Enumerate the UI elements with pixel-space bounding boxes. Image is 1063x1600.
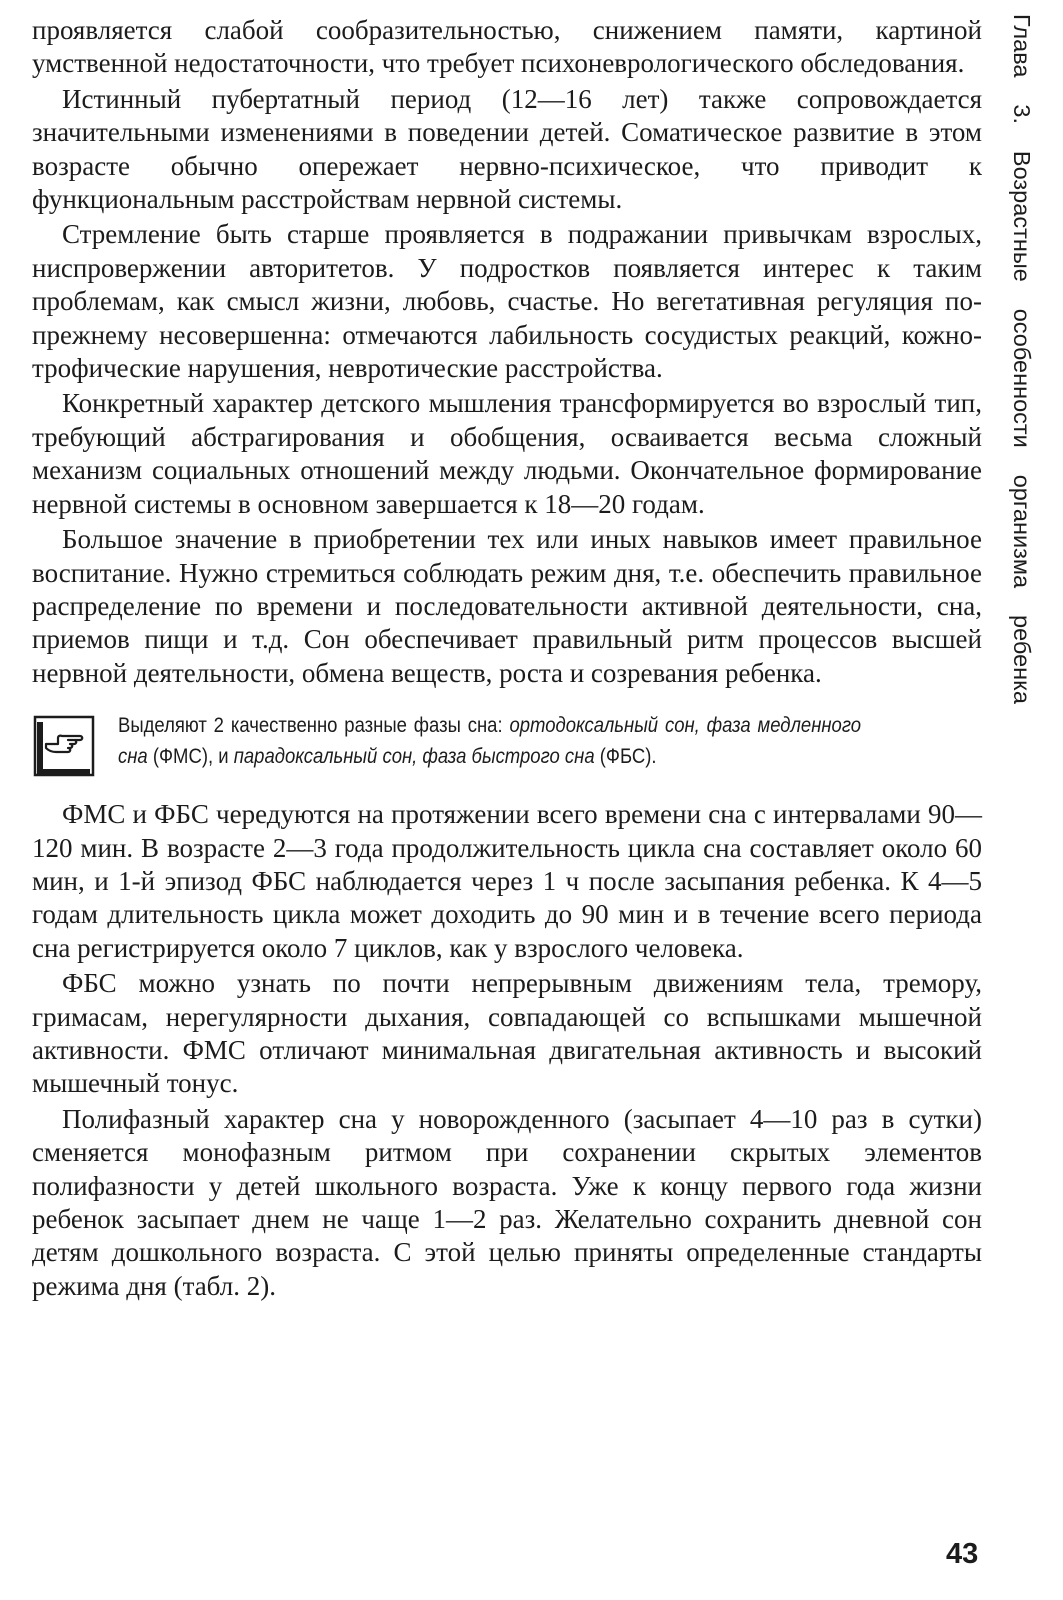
paragraph-cycles: ФМС и ФБС чередуются на протяжении всего времени сна с интервалами 90—120 мин. В возрасте 2—3 года продолжительность цикла сна составляет около 60 мин, и 1-й эпизод ФБС наблюдается через 1 ч после засыпания ребенка. К 4—5 годам длительность цикла может доходить до 90 мин и в течение всего периода сна регистрируется около 7 циклов, как у взрослого человека. (32, 799, 982, 963)
paragraph-polyphasic: Полифазный характер сна у новорожденного (засыпает 4—10 раз в сутки) сменяется монофазным ритмом при сохранении скрытых элементов полифазности у детей школьного возраста. Уже к концу первого года жизни ребенок засыпает днем не чаще 1—2 раз. Желательно сохранить дневной сон детям дошкольного возраста. С этой целью приняты определенные стандарты режима дня (табл. 2). (32, 1103, 982, 1301)
note-box (32, 710, 982, 778)
paragraph-upbringing: Большое значение в приобретении тех или иных навыков имеет правильное воспитание. Нужно стремиться соблюдать режим дня, т.е. обеспечить правильное распределение по времени и последовательности активной деятельности, сна, приемов пищи и т.д. Сон обеспечивает правильный ритм процессов высшей нервной деятельности, обмена веществ, роста и созревания ребенка. (32, 524, 982, 688)
note-text-orthodox: ортодоксальный сон, фаза медленного сна (118, 713, 862, 769)
paragraph-continuation: проявляется слабой сообразительностью, снижением памяти, картиной умственной недостаточности, что требует психоневрологического обследования. (32, 15, 982, 79)
paragraph-thinking: Конкретный характер детского мышления трансформируется во взрослый тип, требующий абстрагирования и обобщения, осваивается весьма сложный механизм социальных отношений между людьми. Окончательное формирование нервной системы в основном завершается к 18—20 годам. (32, 388, 982, 519)
page-body (32, 14, 982, 1305)
running-header (1000, 14, 1060, 704)
page-number: 43 (946, 1538, 979, 1570)
note-text-part3: (ФМС), и (147, 744, 234, 769)
paragraph-adolescents: Стремление быть старше проявляется в подражании привычкам взрослых, ниспровержении авторитетов. У подростков появляется интерес к таким проблемам, как смысл жизни, любовь, счастье. Но вегетативная регуляция по-прежнему несовершенна: отмечаются лабильность сосудистых реакций, кожно-трофические нарушения, невротические расстройства. (32, 219, 982, 384)
note-text (118, 710, 861, 772)
note-text-paradoxical: парадоксальный сон, фаза быстрого сна (233, 744, 595, 769)
chapter-title: Глава 3. Возрастные особенности организма ребенка (1009, 14, 1035, 704)
note-text-part1: Выделяют 2 качественно разные фазы сна: (118, 713, 510, 738)
paragraph-fbs-signs: ФБС можно узнать по почти непрерывным движениям тела, тремору, гримасам, нерегулярности дыхания, совпадающей со вспышками мышечной активности. ФМС отличают минимальная двигательная активность и высокий мышечный тонус. (32, 968, 982, 1099)
paragraph-puberty: Истинный пубертатный период (12—16 лет) также сопровождается значительными изменениями в поведении детей. Соматическое развитие в этом возрасте обычно опережает нервно-психическое, что приводит к функциональным расстройствам нервной системы. (32, 83, 982, 215)
note-text-part5: (ФБС). (594, 744, 657, 769)
pointing-hand-icon (32, 714, 96, 778)
